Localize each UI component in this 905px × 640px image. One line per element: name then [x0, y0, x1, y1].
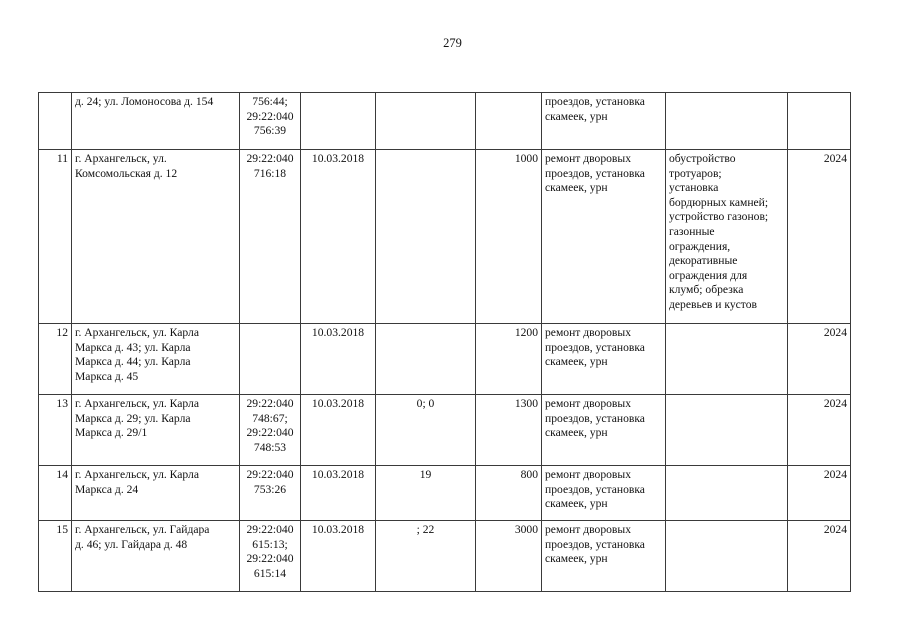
table-row	[39, 466, 851, 521]
works-cell: ремонт дворовых проездов, установка скамеек, урн	[542, 150, 666, 324]
amount-cell: 3000	[476, 521, 542, 592]
table-row	[39, 150, 851, 324]
date-cell: 10.03.2018	[301, 466, 376, 521]
date-cell: 10.03.2018	[301, 324, 376, 395]
address-cell: г. Архангельск, ул. Гайдара д. 46; ул. Гайдара д. 48	[72, 521, 240, 592]
cadastral-number-cell: 29:22:040 716:18	[240, 150, 301, 324]
additional-works-cell	[666, 466, 788, 521]
cadastral-number-cell: 29:22:040 753:26	[240, 466, 301, 521]
cadastral-number-cell: 29:22:040 748:67; 29:22:040 748:53	[240, 395, 301, 466]
table-row	[39, 395, 851, 466]
year-cell: 2024	[788, 324, 851, 395]
year-cell: 2024	[788, 466, 851, 521]
year-cell	[788, 93, 851, 150]
yard-improvement-table	[38, 92, 851, 592]
area-cell: 19	[376, 466, 476, 521]
additional-works-cell	[666, 93, 788, 150]
works-cell: ремонт дворовых проездов, установка скамеек, урн	[542, 395, 666, 466]
row-number-cell: 14	[39, 466, 72, 521]
row-number-cell: 11	[39, 150, 72, 324]
table-row	[39, 93, 851, 150]
year-cell: 2024	[788, 395, 851, 466]
date-cell	[301, 93, 376, 150]
address-cell: г. Архангельск, ул. Комсомольская д. 12	[72, 150, 240, 324]
row-number-cell	[39, 93, 72, 150]
works-cell: ремонт дворовых проездов, установка скамеек, урн	[542, 324, 666, 395]
date-cell: 10.03.2018	[301, 395, 376, 466]
year-cell: 2024	[788, 521, 851, 592]
works-cell: ремонт дворовых проездов, установка скамеек, урн	[542, 466, 666, 521]
additional-works-cell: обустройство тротуаров; установка бордюрных камней; устройство газонов; газонные ограждения, декоративные ограждения для клумб; обрезка деревьев и кустов	[666, 150, 788, 324]
area-cell	[376, 150, 476, 324]
cadastral-number-cell: 756:44; 29:22:040 756:39	[240, 93, 301, 150]
cadastral-number-cell	[240, 324, 301, 395]
year-cell: 2024	[788, 150, 851, 324]
area-cell	[376, 324, 476, 395]
table-row	[39, 324, 851, 395]
works-cell: проездов, установка скамеек, урн	[542, 93, 666, 150]
amount-cell: 1300	[476, 395, 542, 466]
date-cell: 10.03.2018	[301, 521, 376, 592]
date-cell: 10.03.2018	[301, 150, 376, 324]
address-cell: г. Архангельск, ул. Карла Маркса д. 24	[72, 466, 240, 521]
page-number: 279	[443, 36, 462, 50]
row-number-cell: 13	[39, 395, 72, 466]
amount-cell: 1200	[476, 324, 542, 395]
row-number-cell: 12	[39, 324, 72, 395]
table-row	[39, 521, 851, 592]
area-cell: 0; 0	[376, 395, 476, 466]
additional-works-cell	[666, 521, 788, 592]
amount-cell	[476, 93, 542, 150]
amount-cell: 1000	[476, 150, 542, 324]
address-cell: д. 24; ул. Ломоносова д. 154	[72, 93, 240, 150]
area-cell	[376, 93, 476, 150]
additional-works-cell	[666, 395, 788, 466]
works-cell: ремонт дворовых проездов, установка скамеек, урн	[542, 521, 666, 592]
area-cell: ; 22	[376, 521, 476, 592]
cadastral-number-cell: 29:22:040 615:13; 29:22:040 615:14	[240, 521, 301, 592]
address-cell: г. Архангельск, ул. Карла Маркса д. 29; ул. Карла Маркса д. 29/1	[72, 395, 240, 466]
table-body	[39, 93, 851, 592]
row-number-cell: 15	[39, 521, 72, 592]
amount-cell: 800	[476, 466, 542, 521]
additional-works-cell	[666, 324, 788, 395]
address-cell: г. Архангельск, ул. Карла Маркса д. 43; ул. Карла Маркса д. 44; ул. Карла Маркса д. 45	[72, 324, 240, 395]
